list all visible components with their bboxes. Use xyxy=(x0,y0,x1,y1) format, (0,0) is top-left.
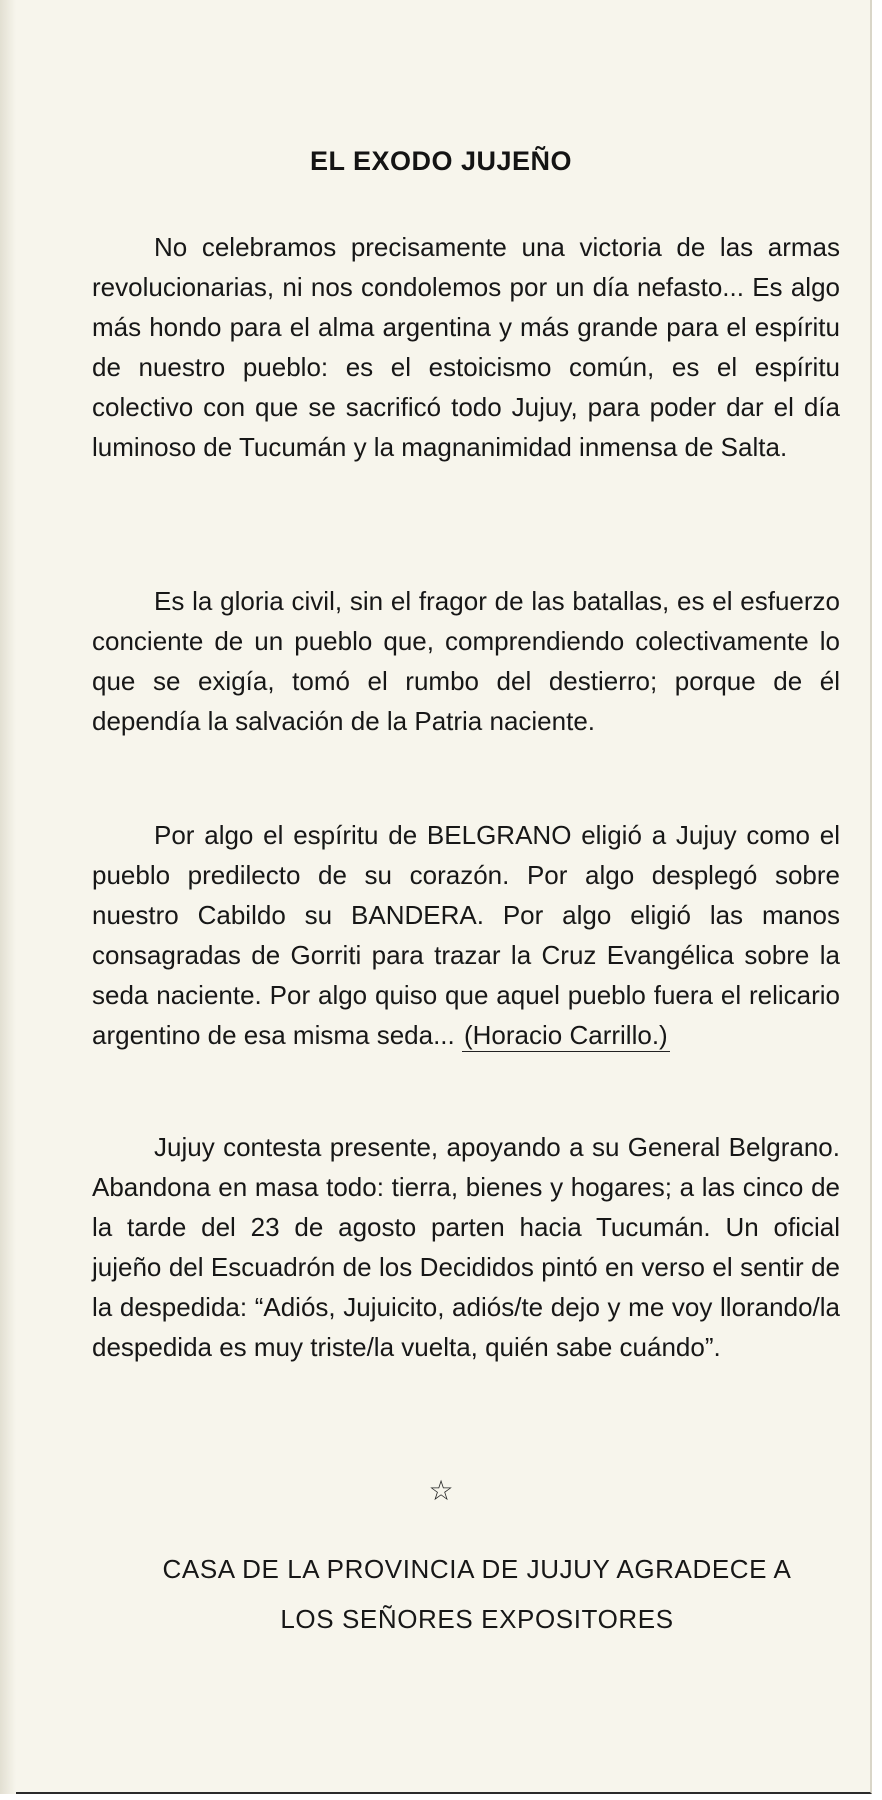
star-ornament-icon: ☆ xyxy=(428,1475,454,1506)
page-edge-shadow xyxy=(0,0,16,1794)
paragraph-4: Jujuy contesta presente, apoyando a su General Belgrano. Abandona en masa todo: tierra, bienes y hogares; a las cinco de la tarde del 23 de agosto parten hacia Tucumán. Un oficial jujeño del Escuadrón de los Decididos pintó en verso el sentir de la despedida: “Adiós, Jujuicito, adiós/te dejo y me voy llorando/la despedida es muy triste/la vuelta, quién sabe cuándo”. xyxy=(92,1132,840,1362)
paragraph-1: No celebramos precisamente una victoria de las armas revolucionarias, ni nos condolemos por un día nefasto... Es algo más hondo para el alma argentina y más grande para el espíritu de nuestro pueblo: es el estoicismo común, es el espíritu colectivo con que se sacrificó todo Jujuy, para poder dar el día luminoso de Tucumán y la magnanimidad inmensa de Salta. xyxy=(92,232,840,462)
paragraph-2: Es la gloria civil, sin el fragor de las batallas, es el esfuerzo conciente de un pueblo que, comprendiendo colectivamente lo que se exigía, tomó el rumbo del destierro; porque de él dependía la salvación de la Patria naciente. xyxy=(92,586,840,736)
quote-credit: (Horacio Carrillo.) xyxy=(464,1020,668,1050)
paragraph-3-text: Por algo el espíritu de BELGRANO eligió a Jujuy como el pueblo predilecto de su corazón. Por algo desplegó sobre nuestro Cabildo su BANDERA. Por algo eligió las manos consagradas de Gorriti para trazar la Cruz Evangélica sobre la seda naciente. Por algo quiso que aquel pueblo fuera el relicario argentino de esa misma seda... xyxy=(92,820,840,1050)
closing-statement xyxy=(92,1544,862,1644)
paragraph-3 xyxy=(92,815,840,1055)
document-title: EL EXODO JUJEÑO xyxy=(309,146,573,176)
closing-line-2: LOS SEÑORES EXPOSITORES xyxy=(280,1604,674,1634)
closing-line-1: CASA DE LA PROVINCIA DE JUJUY AGRADECE A xyxy=(162,1554,792,1584)
